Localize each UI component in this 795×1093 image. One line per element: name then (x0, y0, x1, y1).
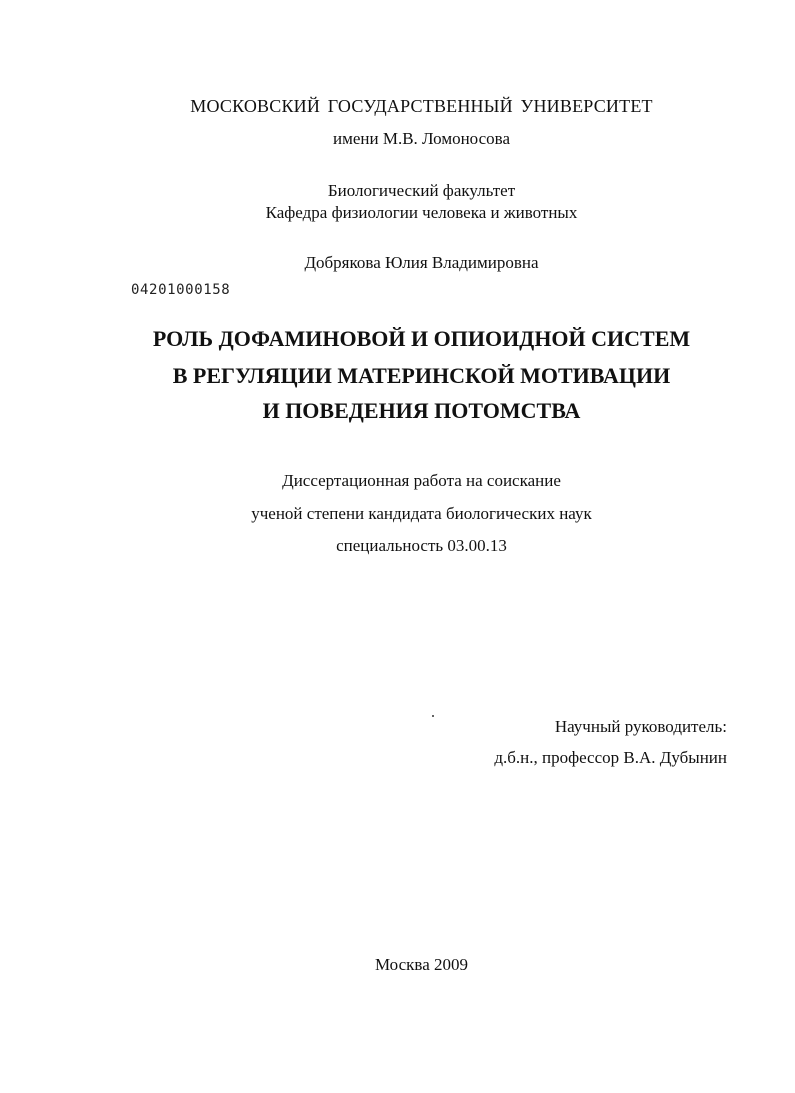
thesis-title-line-1: РОЛЬ ДОФАМИНОВОЙ И ОПИОИДНОЙ СИСТЕМ (152, 326, 691, 351)
dissertation-description-line-2: ученой степени кандидата биологических наук (251, 504, 592, 523)
dissertation-description-line-1: Диссертационная работа на соискание (282, 471, 561, 490)
faculty-name: Биологический факультет (327, 181, 516, 200)
thesis-title-line-3: И ПОВЕДЕНИЯ ПОТОМСТВА (262, 398, 581, 423)
supervisor-label: Научный руководитель: (554, 717, 727, 736)
registration-code: 04201000158 (131, 282, 231, 298)
author-name: Добрякова Юлия Владимировна (304, 253, 539, 272)
university-named-after: имени М.В. Ломоносова (332, 129, 510, 148)
city-year: Москва 2009 (374, 955, 469, 974)
thesis-title-line-2: В РЕГУЛЯЦИИ МАТЕРИНСКОЙ МОТИВАЦИИ (172, 363, 671, 388)
dissertation-specialty: специальность 03.00.13 (336, 536, 507, 555)
scan-speck (432, 715, 434, 717)
department-name: Кафедра физиологии человека и животных (265, 203, 578, 222)
university-name: МОСКОВСКИЙ ГОСУДАРСТВЕННЫЙ УНИВЕРСИТЕТ (190, 96, 653, 116)
supervisor-name: д.б.н., профессор В.А. Дубынин (494, 748, 727, 767)
